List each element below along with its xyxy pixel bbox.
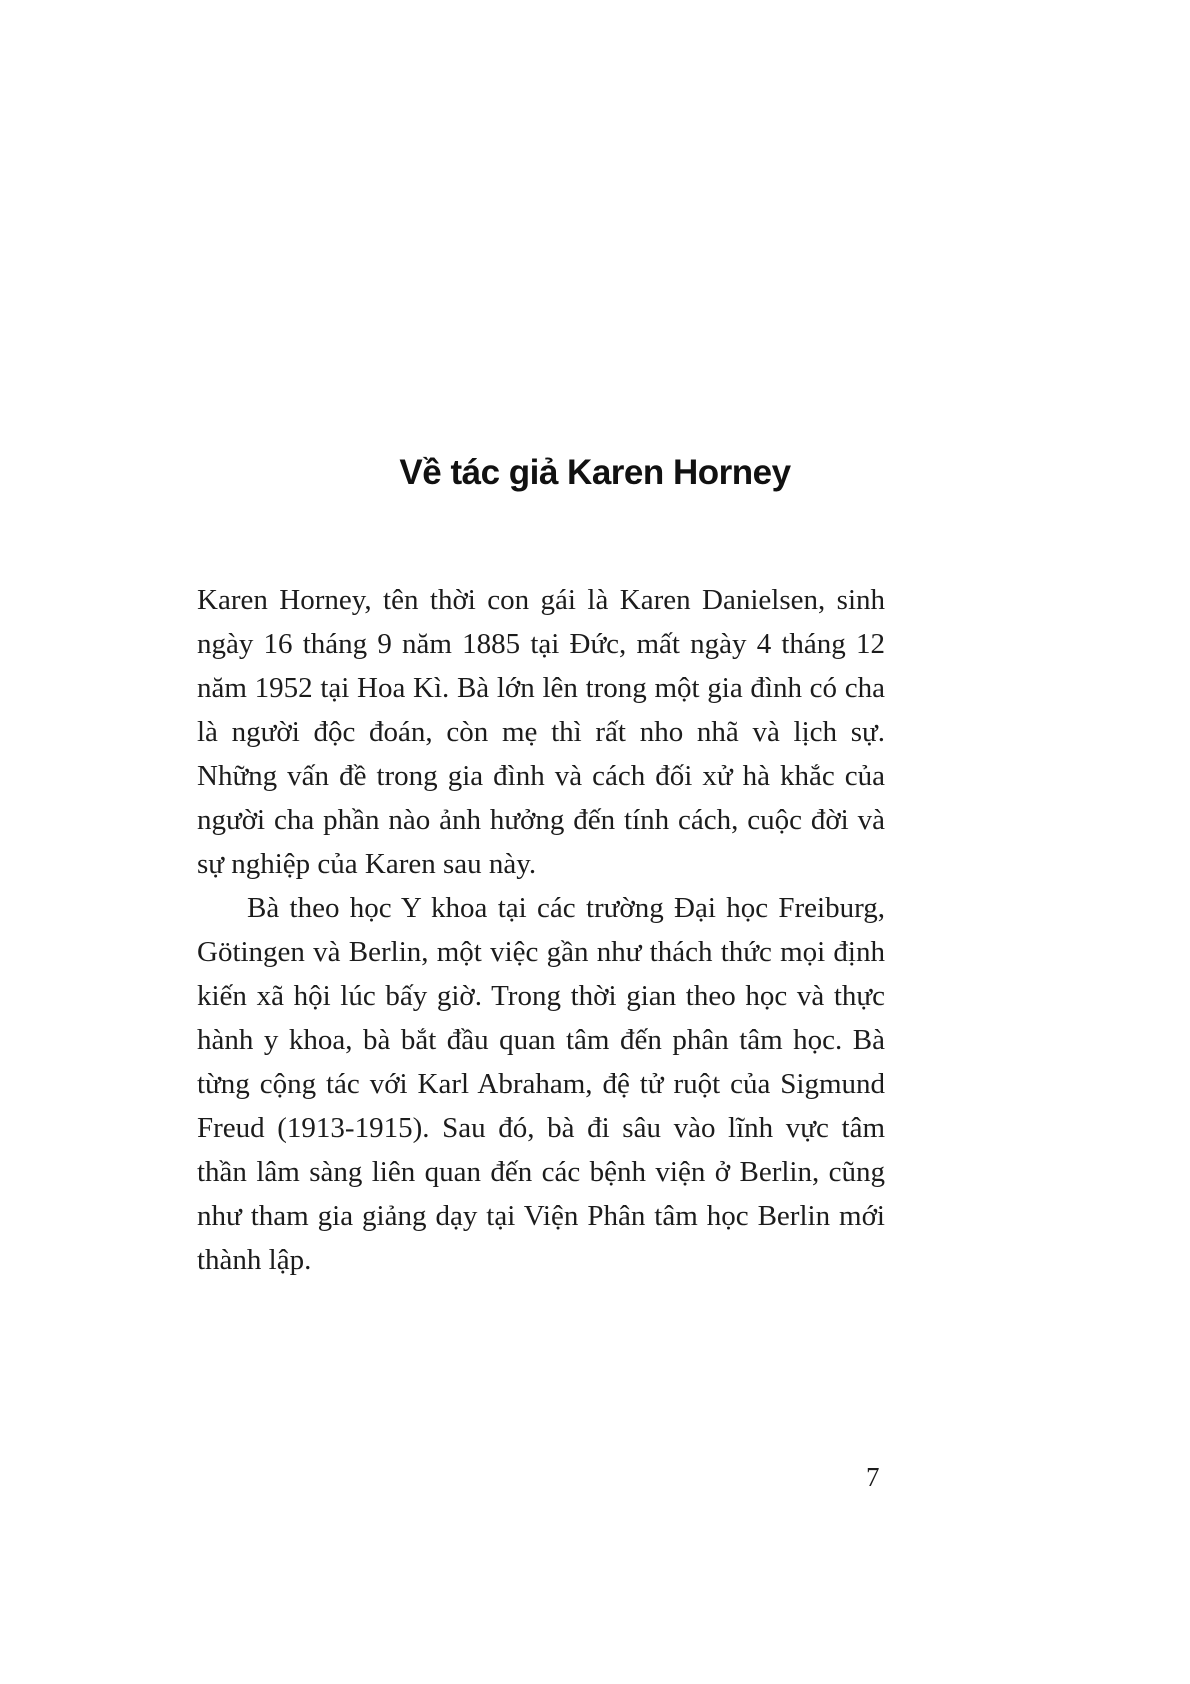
paragraph-author-bio-1: Karen Horney, tên thời con gái là Karen Danielsen, sinh ngày 16 tháng 9 năm 1885 tại Đức, mất ngày 4 tháng 12 năm 1952 tại Hoa Kì. Bà lớn lên trong một gia đình có cha là người độc đoán, còn mẹ thì rất nho nhã và lịch sự. Những vấn đề trong gia đình và cách đối xử hà khắc của người cha phần nào ảnh hưởng đến tính cách, cuộc đời và sự nghiệp của Karen sau này. (197, 584, 885, 880)
body-text-block (197, 578, 885, 1282)
page-number: 7 (866, 1462, 880, 1492)
paragraph-author-bio-2: Bà theo học Y khoa tại các trường Đại học Freiburg, Götingen và Berlin, một việc gần như thách thức mọi định kiến xã hội lúc bấy giờ. Trong thời gian theo học và thực hành y khoa, bà bắt đầu quan tâm đến phân tâm học. Bà từng cộng tác với Karl Abraham, đệ tử ruột của Sigmund Freud (1913-1915). Sau đó, bà đi sâu vào lĩnh vực tâm thần lâm sàng liên quan đến các bệnh viện ở Berlin, cũng như tham gia giảng dạy tại Viện Phân tâm học Berlin mới thành lập. (197, 892, 885, 1276)
page-title: Về tác giả Karen Horney (399, 453, 791, 493)
